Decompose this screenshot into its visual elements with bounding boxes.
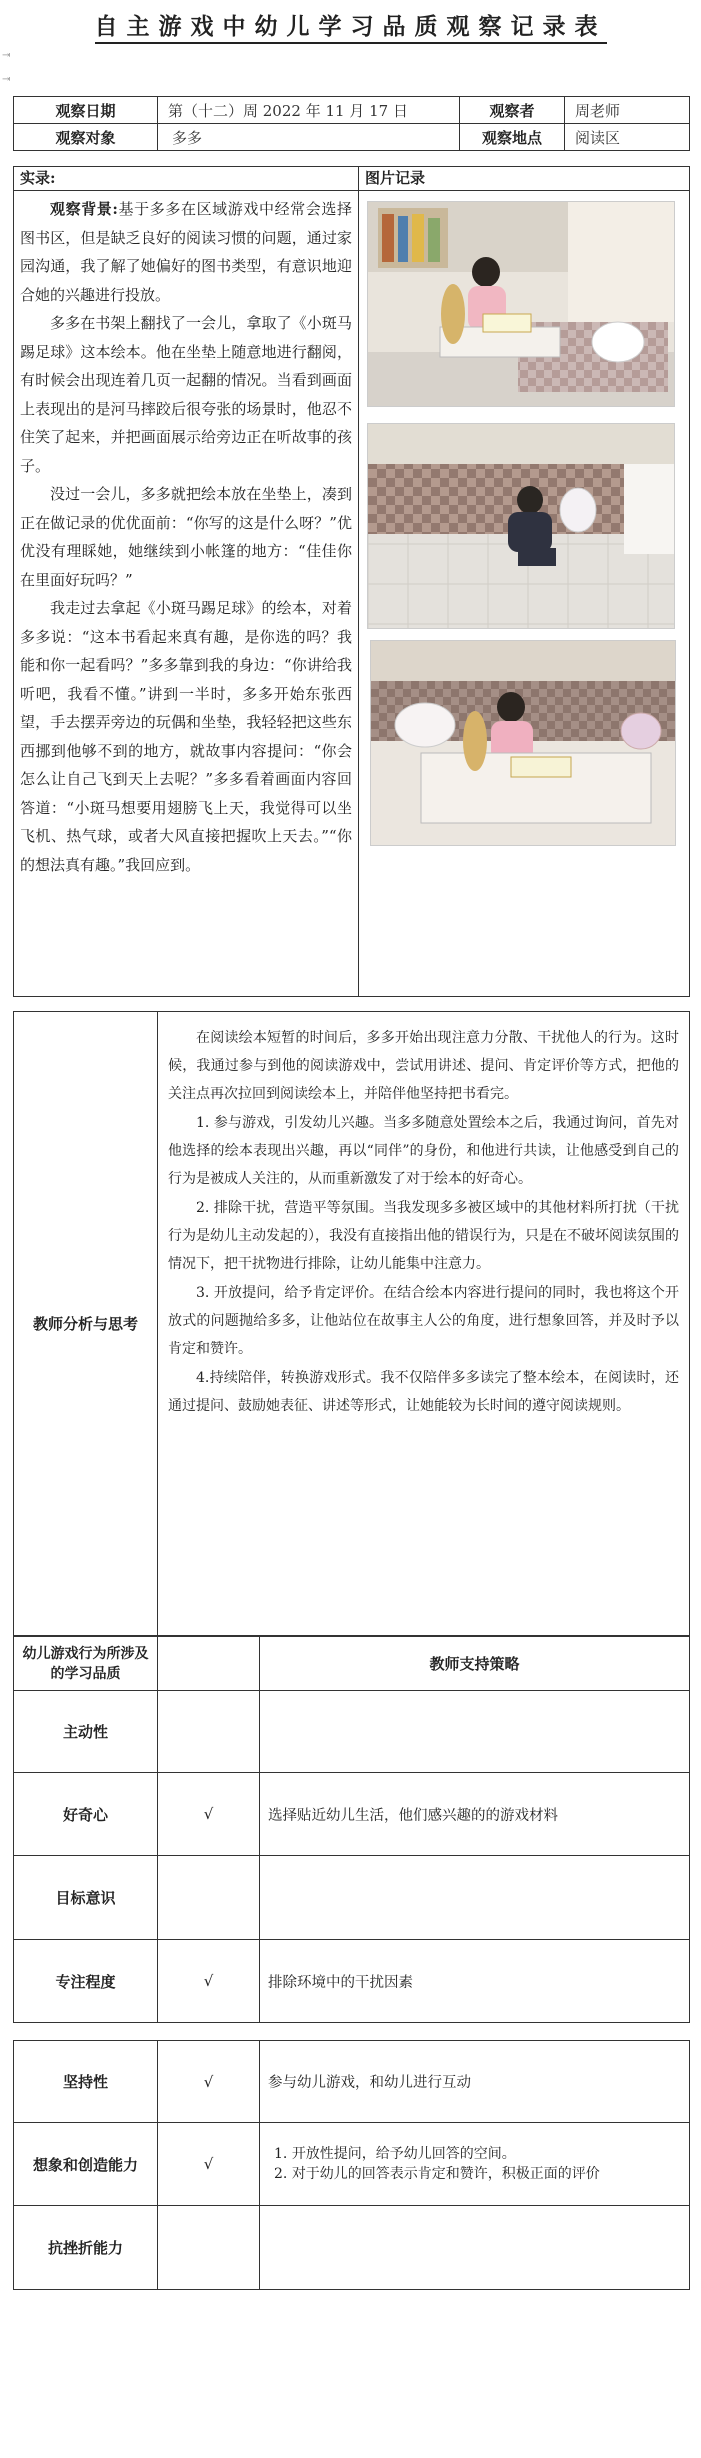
quality-column-header: 幼儿游戏行为所涉及的学习品质 — [14, 1637, 158, 1691]
facts-header: 实录: — [14, 167, 359, 191]
table-row — [14, 1940, 690, 2023]
quality-strategy — [260, 2123, 690, 2206]
date-value: 第（十二）周 2022 年 11 月 17 日 — [158, 97, 460, 124]
photos-header: 图片记录 — [359, 167, 690, 191]
narrative-paragraph-3: 我走过去拿起《小斑马踢足球》的绘本，对着多多说：“这本书看起来真有趣，是你选的吗？我能和你一起看吗？”多多靠到我的身边：“你讲给我听吧，我看不懂。”讲到一半时，多多开始东张西望，手去摆弄旁边的玩偶和坐垫，我轻轻把这些东西挪到他够不到的地方，就故事内容提问：“你会怎么让自己飞到天上去呢？”多多看着画面内容回答道：“小斑马想要用翅膀飞上天，我觉得可以坐飞机、热气球，或者大风直接把握吹上天去。”“你的想法真有趣。”我回应到。 — [20, 599, 352, 874]
quality-name: 想象和创造能力 — [14, 2123, 158, 2206]
tab-mark-2: ⇥ — [2, 74, 11, 85]
info-table — [13, 96, 690, 151]
tab-mark-1: ⇥ — [2, 50, 11, 61]
narrative-paragraph-2: 没过一会儿，多多就把绘本放在坐垫上，凑到正在做记录的优优面前：“你写的这是什么呀？”优优没有理睬她，她继续到小帐篷的地方：“佳佳你在里面好玩吗？” — [20, 485, 352, 589]
location-label: 观察地点 — [460, 124, 565, 151]
background-text: 基于多多在区域游戏中经常会选择图书区，但是缺乏良好的阅读习惯的问题，通过家园沟通，我了解了她偏好的图书类型，有意识地迎合她的兴趣进行投放。 — [20, 200, 352, 304]
quality-strategy: 参与幼儿游戏，和幼儿进行互动 — [260, 2041, 690, 2123]
analysis-label: 教师分析与思考 — [14, 1012, 158, 1636]
check-column-header — [158, 1637, 260, 1691]
quality-check — [158, 1691, 260, 1773]
analysis-paragraph-1: 在阅读绘本短暂的时间后，多多开始出现注意力分散、干扰他人的行为。这时候，我通过参与到他的阅读游戏中，尝试用讲述、提问、肯定评价等方式，把他的关注点再次拉回到阅读绘本上，并陪伴他坚持把书看完。 — [168, 1030, 679, 1102]
quality-check: √ — [158, 2123, 260, 2206]
table-row — [14, 1856, 690, 1940]
table-row — [14, 2123, 690, 2206]
table-row — [14, 1691, 690, 1773]
photo-2 — [367, 423, 675, 629]
analysis-paragraph-5: 4.持续陪伴，转换游戏形式。我不仅陪伴多多读完了整本绘本，在阅读时，还通过提问、鼓励她表征、讲述等形式，让她能较为长时间的遵守阅读规则。 — [168, 1370, 679, 1414]
quality-strategy: 选择贴近幼儿生活，他们感兴趣的的游戏材料 — [260, 1773, 690, 1856]
quality-name: 专注程度 — [14, 1940, 158, 2023]
quality-strategy: 排除环境中的干扰因素 — [260, 1940, 690, 2023]
quality-name: 主动性 — [14, 1691, 158, 1773]
quality-check: √ — [158, 2041, 260, 2123]
strategy-item-text: 开放性提问，给予幼儿回答的空间。 — [291, 2146, 516, 2162]
quality-strategy — [260, 1856, 690, 1940]
quality-name: 目标意识 — [14, 1856, 158, 1940]
background-lead: 观察背景: — [50, 200, 118, 218]
background-paragraph — [20, 195, 352, 309]
location-value: 阅读区 — [565, 124, 690, 151]
quality-table-continued — [13, 2040, 690, 2290]
strategy-item-text: 对于幼儿的回答表示肯定和赞许，积极正面的评价 — [291, 2166, 600, 2182]
subject-value: 多多 — [158, 124, 460, 151]
analysis-paragraph-3: 2. 排除干扰，营造平等氛围。当我发现多多被区域中的其他材料所打扰（干扰行为是幼儿主动发起的），我没有直接指出他的错误行为，只是在不破坏阅读氛围的情况下，把干扰物进行排除，让幼儿能集中注意力。 — [168, 1200, 679, 1272]
photo-3-image — [371, 641, 675, 845]
observer-value: 周老师 — [565, 97, 690, 124]
title-text: 自主游戏中幼儿学习品质观察记录表 — [95, 13, 607, 44]
facts-narrative — [14, 191, 359, 997]
page-title — [0, 8, 701, 41]
analysis-content — [158, 1012, 690, 1636]
quality-name: 抗挫折能力 — [14, 2206, 158, 2290]
strategy-column-header: 教师支持策略 — [260, 1637, 690, 1691]
quality-strategy — [260, 1691, 690, 1773]
photo-3 — [370, 640, 676, 846]
strategy-item: 2. 对于幼儿的回答表示肯定和赞许，积极正面的评价 — [274, 2166, 600, 2182]
quality-strategy — [260, 2206, 690, 2290]
narrative-paragraph-1: 多多在书架上翻找了一会儿，拿取了《小斑马踢足球》这本绘本。他在坐垫上随意地进行翻阅，有时候会出现连着几页一起翻的情况。当看到画面上表现出的是河马摔跤后很夸张的场景时，他忍不住笑了起来，并把画面展示给旁边正在听故事的孩子。 — [20, 314, 352, 475]
quality-check: √ — [158, 1940, 260, 2023]
photo-1-image — [368, 202, 674, 406]
photo-2-image — [368, 424, 674, 628]
strategy-item: 1. 开放性提问，给予幼儿回答的空间。 — [274, 2146, 516, 2162]
analysis-table — [13, 1011, 690, 1636]
record-table — [13, 166, 690, 997]
date-label: 观察日期 — [14, 97, 158, 124]
quality-check: √ — [158, 1773, 260, 1856]
table-row — [14, 2041, 690, 2123]
quality-name: 好奇心 — [14, 1773, 158, 1856]
observer-label: 观察者 — [460, 97, 565, 124]
table-row — [14, 2206, 690, 2290]
photos-cell — [359, 191, 690, 997]
analysis-paragraph-2: 1. 参与游戏，引发幼儿兴趣。当多多随意处置绘本之后，我通过询问，首先对他选择的绘本表现出兴趣，再以“同伴”的身份，和他进行共读，让他感受到自己的行为是被成人关注的，从而重新激发了对于绘本的好奇心。 — [168, 1115, 679, 1187]
quality-name: 坚持性 — [14, 2041, 158, 2123]
table-row — [14, 1773, 690, 1856]
quality-check — [158, 1856, 260, 1940]
analysis-paragraph-4: 3. 开放提问，给予肯定评价。在结合绘本内容进行提问的同时，我也将这个开放式的问题抛给多多，让他站位在故事主人公的角度，进行想象回答，并及时予以肯定和赞许。 — [168, 1285, 679, 1357]
photo-1 — [367, 201, 675, 407]
subject-label: 观察对象 — [14, 124, 158, 151]
quality-check — [158, 2206, 260, 2290]
quality-table — [13, 1636, 690, 2023]
